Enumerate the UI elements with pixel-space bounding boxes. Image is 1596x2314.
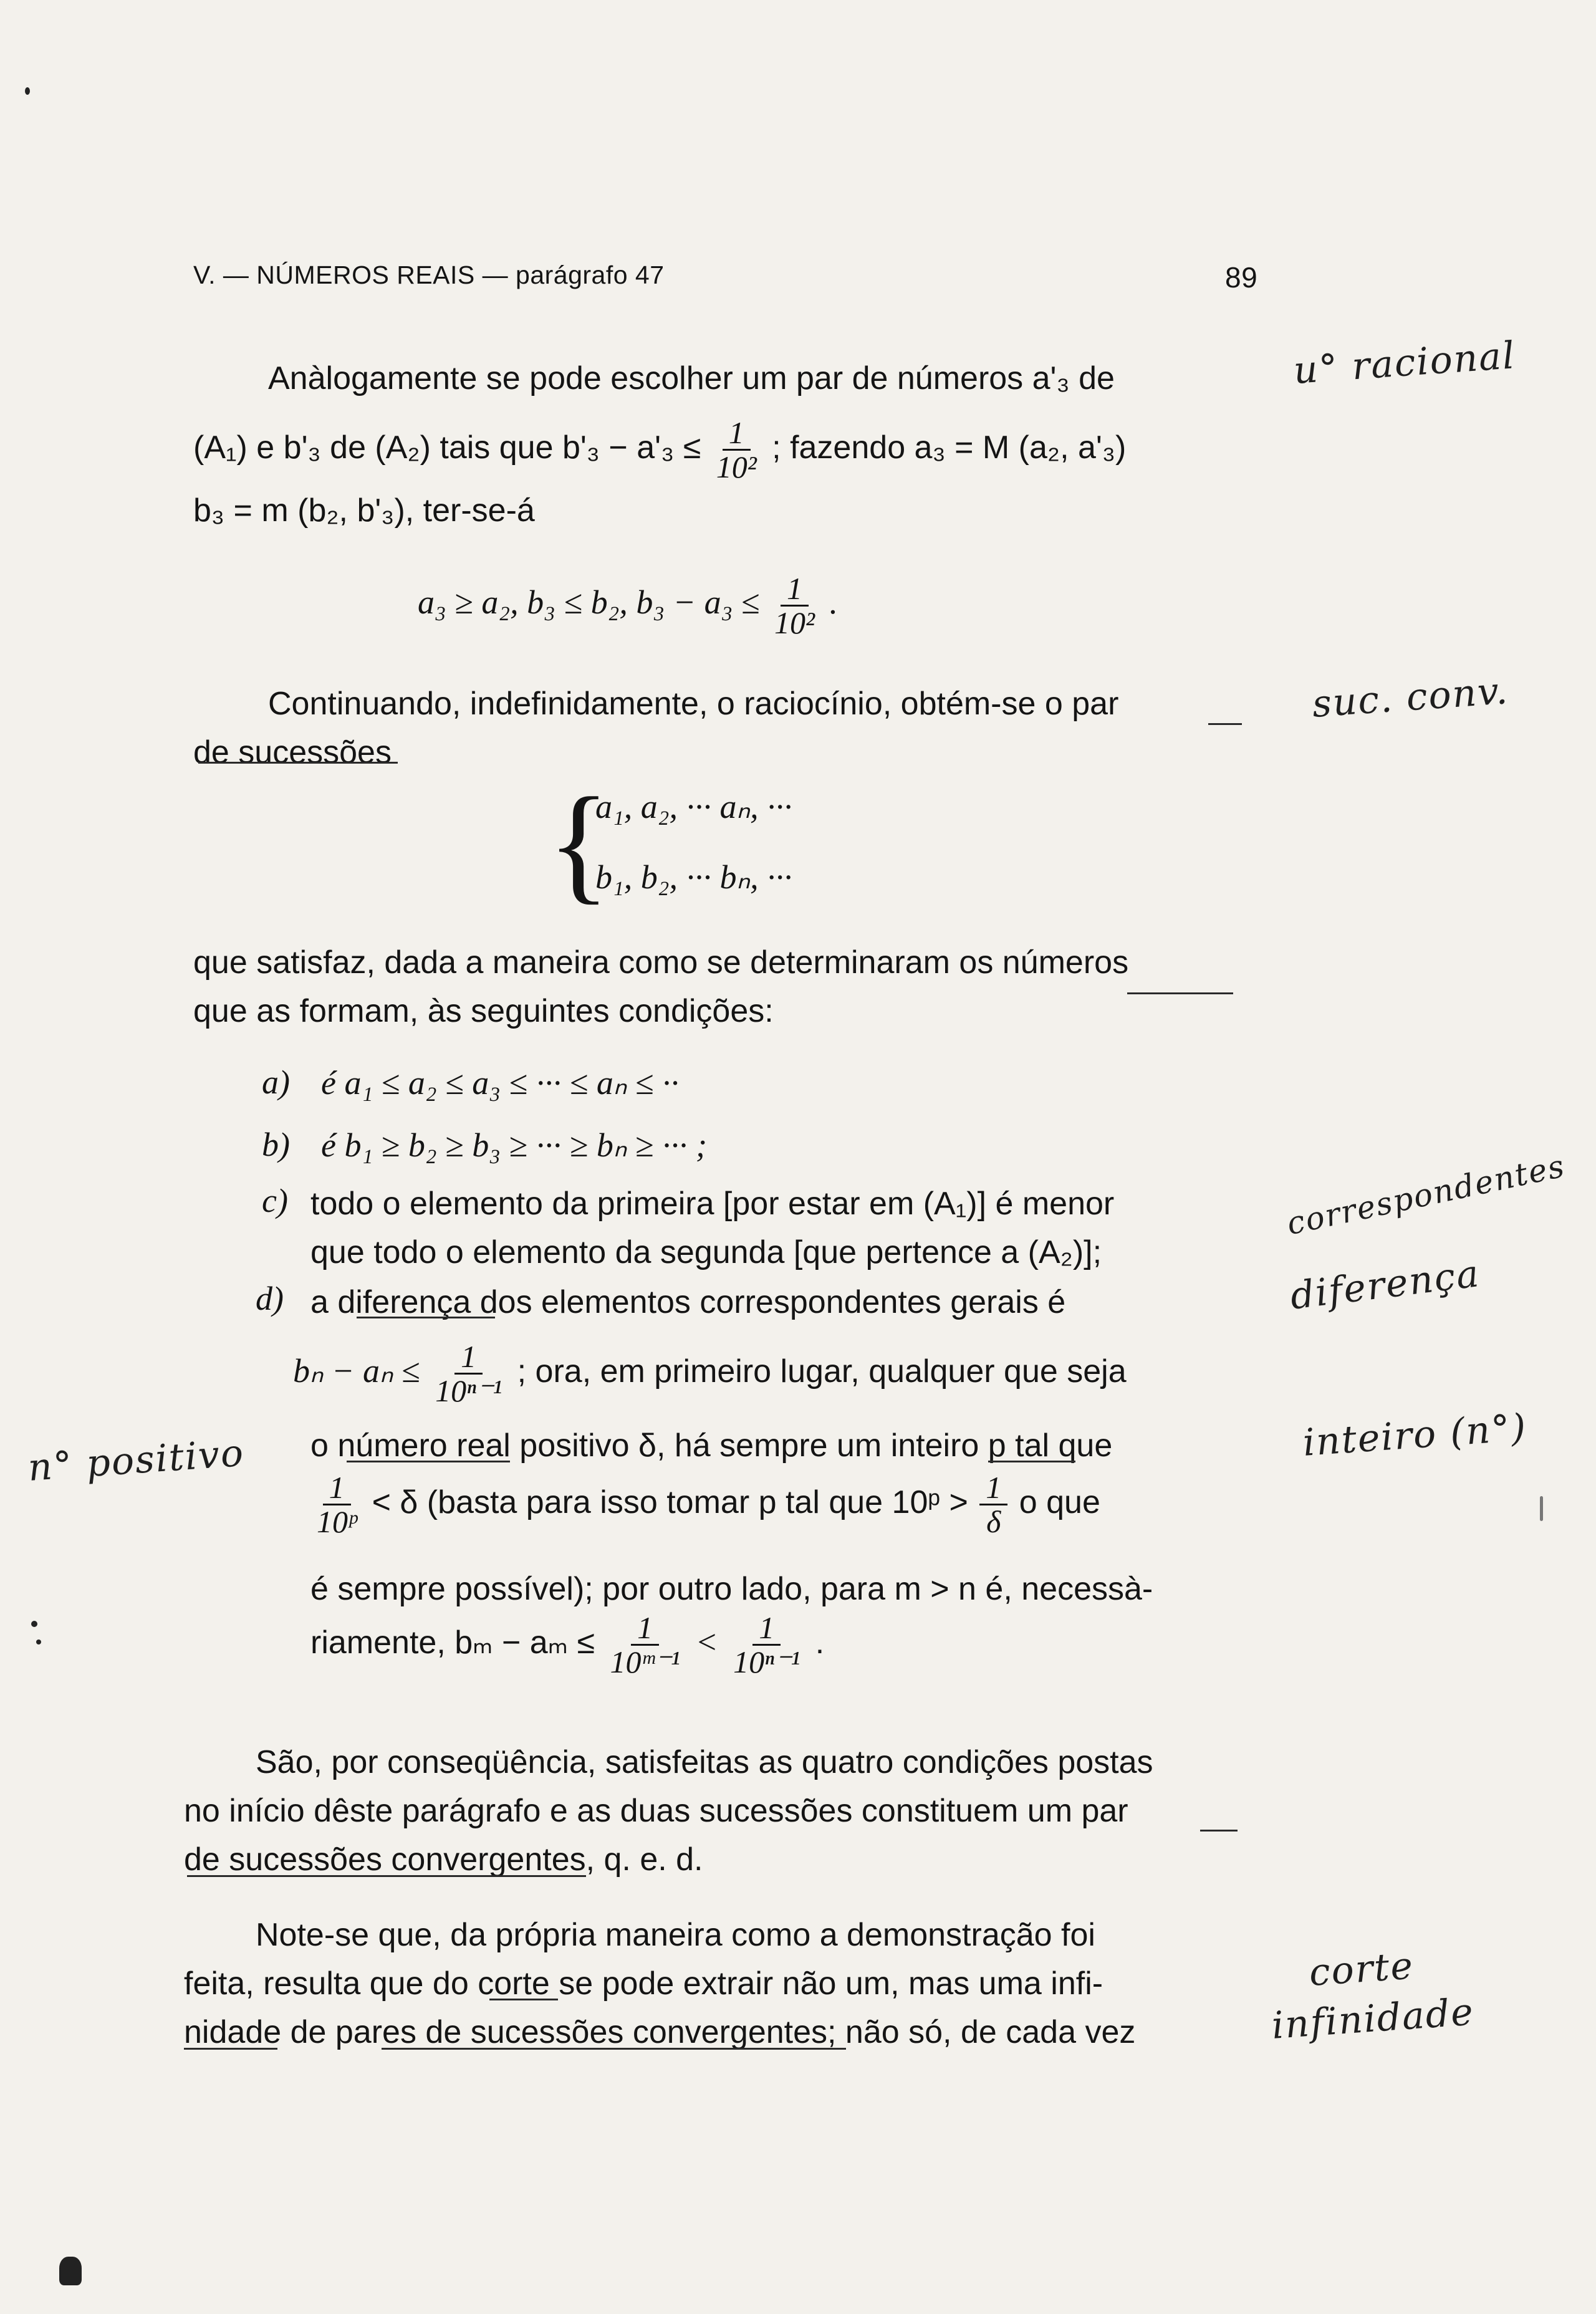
underline-mark [1200,1830,1238,1832]
equation-1-left: a₃ ≥ a₂, b₃ ≤ b₂, b₃ − a₃ ≤ [418,583,760,621]
one-over-ten-p [313,1471,360,1538]
para4-line1: São, por conseqüência, satisfeitas as quatro condições postas [256,1744,1153,1780]
condition-d-line2 [293,1340,1127,1407]
underline-mark [382,2048,846,2050]
condition-d-line5: é sempre possível); por outro lado, para m > n é, necessà- [310,1571,1153,1607]
condition-d-line3: o número real positivo δ, há sempre um inteiro p tal que [310,1428,1113,1464]
para3-line1: que satisfaz, dada a maneira como se determinaram os números [193,944,1129,981]
condition-a-text: é a₁ ≤ a₂ ≤ a₃ ≤ ··· ≤ aₙ ≤ ·· [321,1064,679,1102]
one-over-delta [979,1471,1007,1538]
condition-c-label: c) [262,1182,288,1219]
one-over-ten-m [607,1611,684,1678]
condition-b-label: b) [262,1126,290,1163]
equation-1-fraction [771,572,819,639]
para1-line2 [193,416,1126,483]
fraction-numerator: 1 [781,572,809,607]
condition-c-line2: que todo o elemento da segunda [que pertence a (A₂)]; [310,1234,1102,1270]
condition-d-line6-start: riamente, bₘ − aₘ ≤ [310,1625,595,1661]
condition-d-line1: a diferença dos elementos correspondentes gerais é [310,1284,1066,1320]
condition-a-label: a) [262,1063,290,1101]
equation-1 [418,572,838,639]
fraction-numerator: 1 [723,416,751,451]
fraction-numerator: 1 [979,1471,1007,1505]
para1-line2-start: (A₁) e b'₃ de (A₂) tais que b'₃ − a'₃ ≤ [193,430,701,466]
bn-minus-an: bₙ − aₙ ≤ [293,1352,420,1390]
fraction-denominator: 10ᵐ⁻¹ [610,1644,680,1679]
condition-d-line4 [310,1471,1100,1538]
fraction-numerator: 1 [323,1471,351,1505]
para1-fraction [713,416,761,483]
para1-line1: Anàlogamente se pode escolher um par de números a'₃ de [268,360,1115,396]
para5-line3: nidade de pares de sucessões convergentes; não só, de cada vez [184,2014,1136,2050]
underline-mark [357,1317,495,1318]
margin-note-7: corte [1307,1944,1416,1995]
fraction-numerator: 1 [752,1611,781,1646]
less-than-sign: < [695,1623,718,1661]
condition-d-label: d) [256,1280,284,1317]
fraction-numerator: 1 [631,1611,659,1646]
margin-note-6: n° positivo [26,1431,246,1490]
margin-note-8: infinidade [1270,1990,1476,2048]
fraction-denominator: δ [986,1504,1001,1539]
fraction-denominator: 10² [774,605,815,640]
para5-line2: feita, resulta que do corte se pode extrair não um, mas uma infi- [184,1966,1103,2002]
condition-d-fraction [431,1340,506,1407]
condition-d-line4-mid: < δ (basta para isso tomar p tal que 10ᵖ > [372,1484,968,1521]
condition-d-line2-end: ; ora, em primeiro lugar, qualquer que seja [517,1353,1127,1390]
margin-note-5: inteiro (n°) [1301,1405,1529,1465]
condition-c-line1: todo o elemento da primeira [por estar em (A₁)] é menor [310,1186,1115,1222]
left-brace: { [547,771,610,916]
fraction-denominator: 10ᵖ [317,1504,357,1539]
margin-note-1: u° racional [1292,334,1517,393]
para1-line2-end: ; fazendo a₃ = M (a₂, a'₃) [772,430,1127,466]
underline-mark [198,762,398,764]
para1-line3: b₃ = m (b₂, b'₃), ter-se-á [193,492,535,529]
page-number: 89 [1225,261,1258,294]
underline-mark [347,1461,510,1462]
condition-d-line4-end: o que [1019,1484,1100,1521]
para3-line2: que as formam, às seguintes condições: [193,993,774,1029]
scan-speck [31,1621,37,1627]
margin-note-4: diferença [1287,1252,1483,1318]
one-over-ten-n [729,1611,804,1678]
underline-mark [489,1999,558,2000]
fraction-denominator: 10ⁿ⁻¹ [733,1644,800,1679]
para2-line2: de sucessões [193,734,392,771]
condition-d-line6 [310,1611,824,1678]
underline-mark [187,1875,586,1877]
para5-line1: Note-se que, da própria maneira como a demonstração foi [256,1917,1095,1953]
equation-1-tail: . [829,583,838,621]
scan-speck [25,87,30,95]
scan-speck [1540,1496,1543,1521]
fraction-denominator: 10ⁿ⁻¹ [435,1373,502,1408]
margin-note-3: correspondentes [1283,1148,1569,1242]
scan-speck [59,2257,82,2285]
underline-mark [1127,992,1233,994]
condition-d-line6-tail: . [815,1625,825,1661]
running-header: V. — NÚMEROS REAIS — parágrafo 47 [193,261,665,289]
underline-mark [184,2048,277,2050]
condition-b-text: é b₁ ≥ b₂ ≥ b₃ ≥ ··· ≥ bₙ ≥ ··· ; [321,1126,707,1164]
margin-note-2: suc. conv. [1310,669,1511,726]
para4-line2: no início dêste parágrafo e as duas sucessões constituem um par [184,1793,1128,1829]
underline-mark [1208,723,1242,725]
scan-speck [36,1639,41,1644]
para4-line3: de sucessões convergentes, q. e. d. [184,1841,703,1878]
sequence-b: b₁, b₂, ··· bₙ, ··· [595,858,792,896]
underline-mark [988,1461,1075,1462]
fraction-denominator: 10² [716,449,757,484]
fraction-numerator: 1 [454,1340,483,1375]
para2-line1: Continuando, indefinidamente, o raciocínio, obtém-se o par [268,686,1119,722]
sequence-a: a₁, a₂, ··· aₙ, ··· [595,788,792,825]
